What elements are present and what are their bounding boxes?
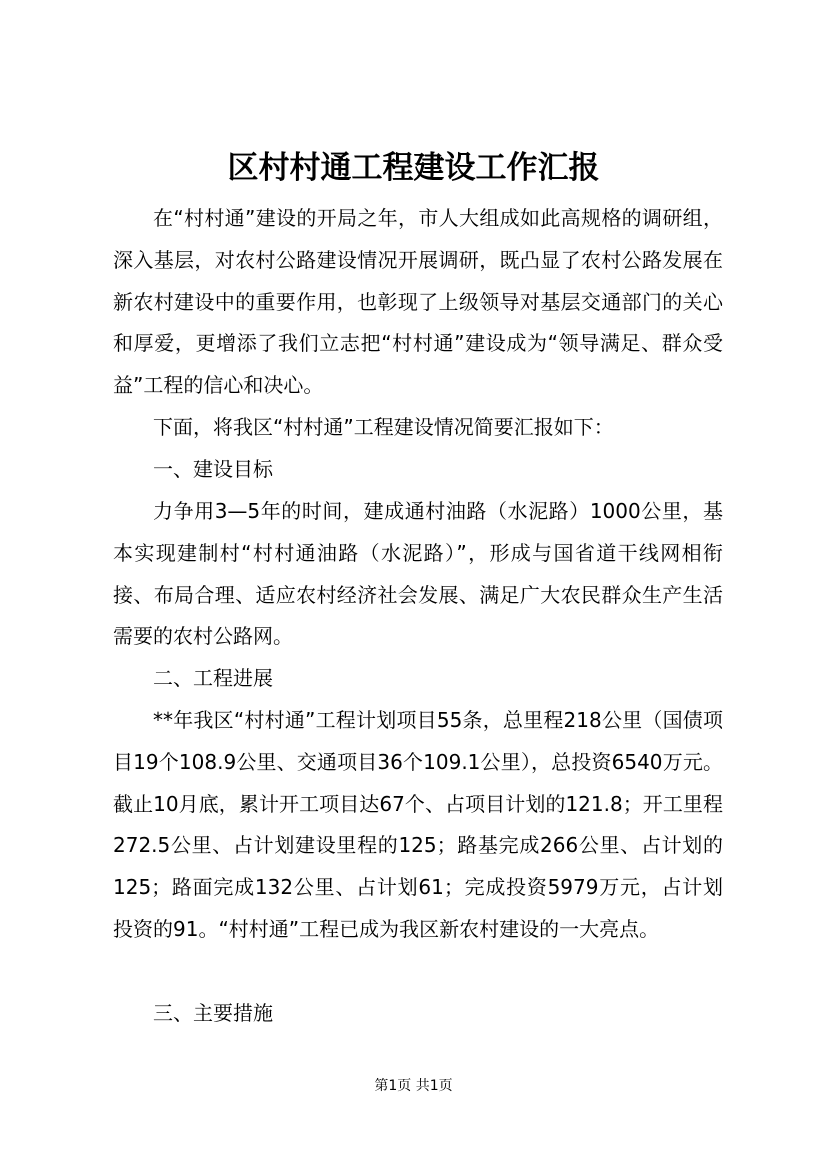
paragraph-report-lead: 下面，将我区“村村通”工程建设情况简要汇报如下： xyxy=(153,415,614,439)
page-footer: 第1页 共1页 xyxy=(374,1078,453,1094)
paragraph-intro: 在“村村通”建设的开局之年，市人大组成如此高规格的调研组，深入基层，对农村公路建设情况开展调研，既凸显了农村公路发展在新农村建设中的重要作用，也彰现了上级领导对基层交通部门的关心和厚爱，更增添了我们立志把“村村通”建设成为“领导满足、群众受益”工程的信心和决心。 xyxy=(113,206,723,398)
section-heading-goals: 一、建设目标 xyxy=(153,457,273,481)
paragraph-goals: 力争用3—5年的时间，建成通村油路（水泥路）1000公里，基本实现建制村“村村通油路（水泥路）”，形成与国省道干线网相衔接、布局合理、适应农村经济社会发展、满足广大农民群众生产生活需要的农村公路网。 xyxy=(113,499,723,649)
paragraph-progress: **年我区“村村通”工程计划项目55条，总里程218公里（国债项目19个108.9公里、交通项目36个109.1公里），总投资6540万元。截止10月底，累计开工项目达67个、占项目计划的121.8；开工里程272.5公里、占计划建设里程的125；路基完成266公里、占计划的125；路面完成132公里、占计划61；完成投资5979万元，占计划投资的91。“村村通”工程已成为我区新农村建设的一大亮点。 xyxy=(113,708,723,941)
section-heading-progress: 二、工程进展 xyxy=(153,666,273,690)
section-heading-measures: 三、主要措施 xyxy=(153,1001,273,1025)
document-title: 区村村通工程建设工作汇报 xyxy=(227,150,600,186)
